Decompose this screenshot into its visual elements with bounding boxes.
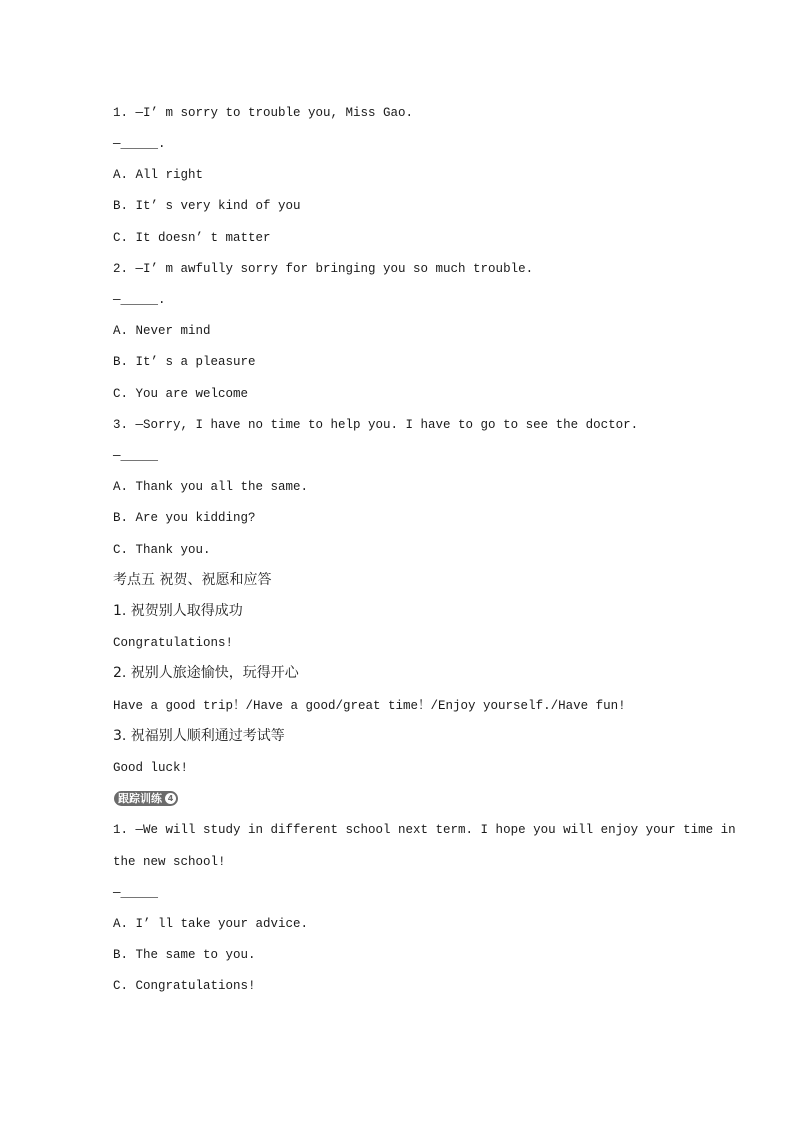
question-1-blank: —_____. [113, 137, 166, 151]
point-3-example: Good luck! [113, 761, 189, 775]
section-heading: 考点五 祝贺、祝愿和应答 [113, 572, 272, 588]
practice-1-option-a: A. I’ ll take your advice. [113, 917, 309, 931]
point-2-example: Have a good trip！/Have a good/great time！/Enjoy yourself./Have fun! [113, 699, 626, 713]
question-1-stem: 1. —I’ m sorry to trouble you, Miss Gao. [113, 106, 414, 120]
question-2-blank: —_____. [113, 293, 166, 307]
question-3-stem: 3. —Sorry, I have no time to help you. I have to go to see the doctor. [113, 418, 639, 432]
question-2-option-a: A. Never mind [113, 324, 211, 338]
practice-1-blank: —_____ [113, 886, 159, 900]
point-1-heading: 1. 祝贺别人取得成功 [113, 603, 243, 619]
question-3-option-b: B. Are you kidding? [113, 511, 256, 525]
point-1-example: Congratulations! [113, 636, 234, 650]
question-3-option-a: A. Thank you all the same. [113, 480, 309, 494]
practice-badge [114, 791, 178, 806]
practice-1-option-b: B. The same to you. [113, 948, 256, 962]
practice-badge-number: 4 [165, 793, 176, 804]
question-1-option-c: C. It doesn’ t matter [113, 231, 271, 245]
question-1-option-b: B. It’ s very kind of you [113, 199, 301, 213]
question-3-blank: —_____ [113, 449, 159, 463]
practice-badge-label: 跟踪训练 [118, 792, 162, 805]
question-3-option-c: C. Thank you. [113, 543, 211, 557]
question-2-option-b: B. It’ s a pleasure [113, 355, 256, 369]
question-2-option-c: C. You are welcome [113, 387, 249, 401]
point-2-heading: 2. 祝别人旅途愉快，玩得开心 [113, 665, 299, 681]
question-1-option-a: A. All right [113, 168, 204, 182]
question-2-stem: 2. —I’ m awfully sorry for bringing you so much trouble. [113, 262, 534, 276]
practice-1-option-c: C. Congratulations! [113, 979, 256, 993]
practice-1-stem: 1. —We will study in different school next term. I hope you will enjoy your time in [113, 823, 736, 837]
point-3-heading: 3. 祝福别人顺利通过考试等 [113, 728, 285, 744]
practice-1-stem-continued: the new school! [113, 855, 226, 869]
